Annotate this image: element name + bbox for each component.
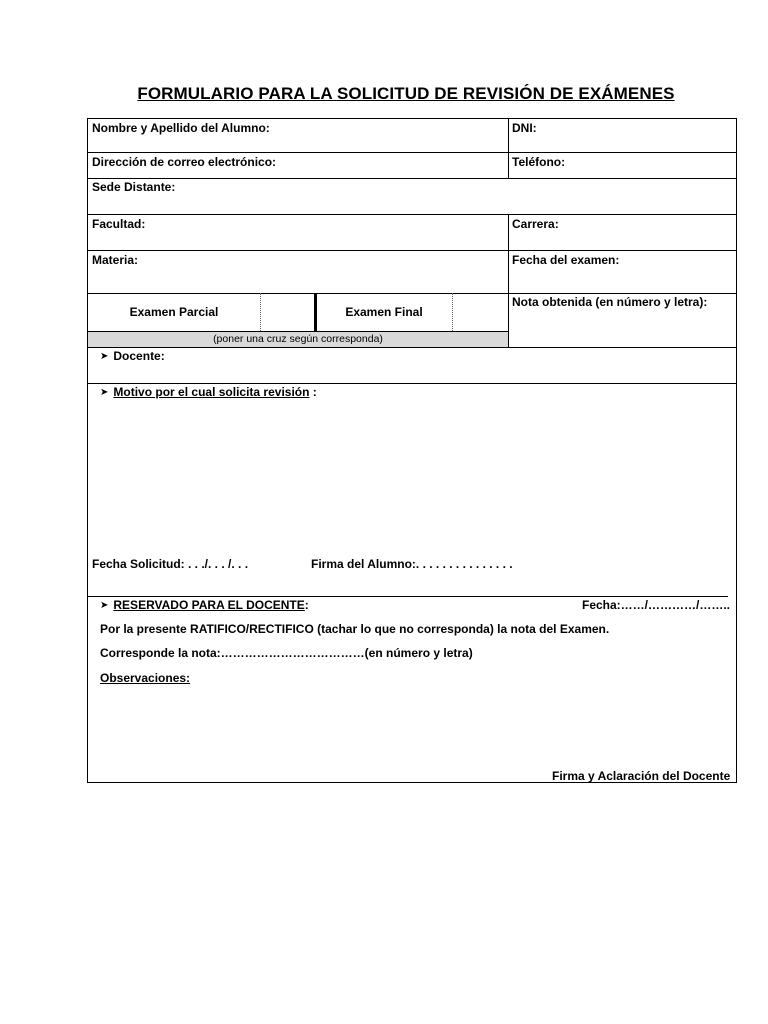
mark-instruction-bar xyxy=(88,331,508,347)
email-field[interactable]: Dirección de correo electrónico: xyxy=(92,155,277,169)
observations-label: Observaciones: xyxy=(100,671,191,685)
subject-field[interactable]: Materia: xyxy=(92,253,139,267)
separator-line xyxy=(88,596,728,597)
phone-field[interactable]: Teléfono: xyxy=(512,155,566,169)
partial-exam-checkbox[interactable] xyxy=(261,294,313,331)
exam-date-field[interactable]: Fecha del examen: xyxy=(512,253,620,267)
row-divider xyxy=(88,250,736,251)
faculty-field[interactable]: Facultad: xyxy=(92,217,146,231)
grade-obtained-field[interactable]: Nota obtenida (en número y letra): xyxy=(512,295,708,309)
row-divider xyxy=(88,293,736,294)
column-divider xyxy=(508,214,509,348)
row-divider xyxy=(88,347,736,348)
arrow-bullet-icon: ➤ xyxy=(100,600,109,611)
final-exam-label: Examen Final xyxy=(345,305,423,319)
column-divider xyxy=(508,119,509,179)
career-field[interactable]: Carrera: xyxy=(512,217,559,231)
reserved-date-field[interactable]: Fecha:……/…………/…….. xyxy=(582,598,731,612)
student-signature-field[interactable]: Firma del Alumno:. . . . . . . . . . . . . . . xyxy=(311,557,513,571)
exam-review-form xyxy=(87,118,737,783)
row-divider xyxy=(88,152,736,153)
reserved-header xyxy=(100,598,309,612)
teacher-signature-label[interactable]: Firma y Aclaración del Docente xyxy=(552,769,731,783)
arrow-bullet-icon: ➤ xyxy=(100,387,109,398)
reserved-colon: : xyxy=(304,598,309,612)
reserved-label: RESERVADO PARA EL DOCENTE xyxy=(113,598,305,612)
campus-field[interactable]: Sede Distante: xyxy=(92,180,176,194)
reason-field[interactable] xyxy=(100,385,317,399)
row-divider xyxy=(88,214,736,215)
row-divider xyxy=(88,178,736,179)
row-divider xyxy=(88,383,736,384)
corrected-grade-field[interactable]: Corresponde la nota:………………………………(en número y letra) xyxy=(100,646,473,660)
ratify-statement: Por la presente RATIFICO/RECTIFICO (tachar lo que no corresponda) la nota del Examen. xyxy=(100,622,610,636)
mark-instruction: (poner una cruz según corresponda) xyxy=(213,333,383,345)
teacher-field[interactable] xyxy=(100,349,165,363)
teacher-label: Docente: xyxy=(113,349,165,363)
final-exam-checkbox[interactable] xyxy=(453,294,508,331)
request-date-field[interactable]: Fecha Solicitud: . . ./. . . /. . . xyxy=(92,557,249,571)
arrow-bullet-icon: ➤ xyxy=(100,351,109,362)
reason-colon: : xyxy=(309,385,317,399)
form-title: FORMULARIO PARA LA SOLICITUD DE REVISIÓN DE EXÁMENES xyxy=(137,84,675,103)
dni-field[interactable]: DNI: xyxy=(512,121,537,135)
reason-label: Motivo por el cual solicita revisión xyxy=(113,385,310,399)
partial-exam-label: Examen Parcial xyxy=(129,305,219,319)
student-name-field[interactable]: Nombre y Apellido del Alumno: xyxy=(92,121,270,135)
